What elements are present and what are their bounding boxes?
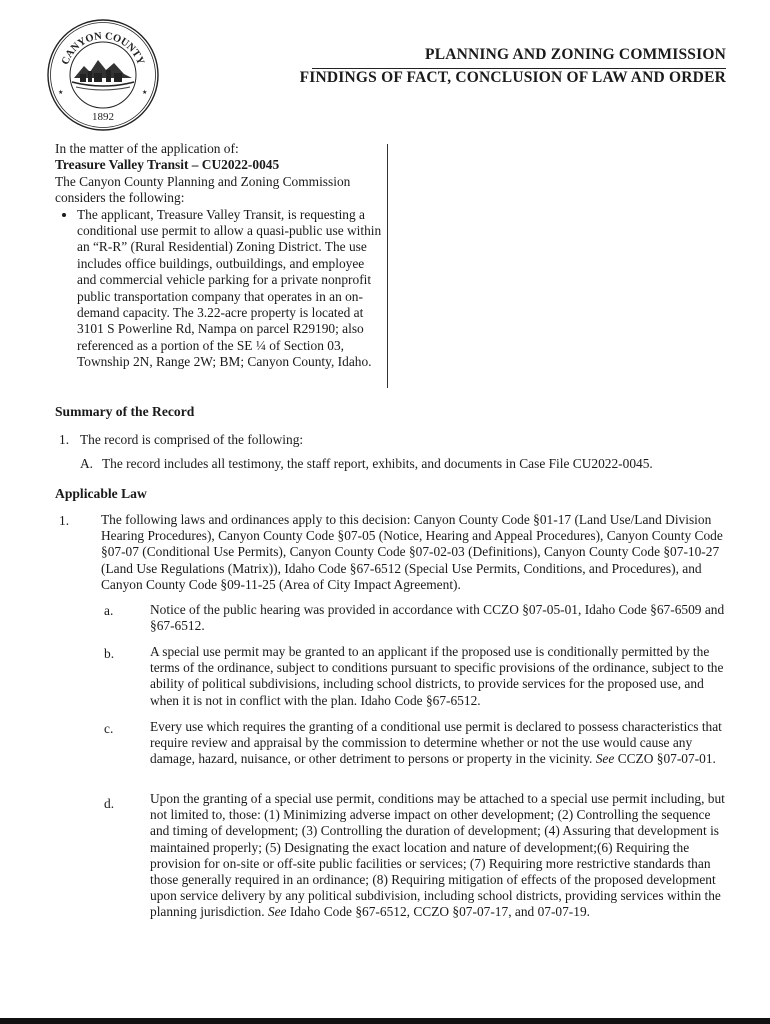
law-heading: Applicable Law [55,486,147,501]
svg-text:★: ★ [142,90,148,96]
law-subitem-letter: b. [104,646,115,661]
law-subitem-b-text: A special use permit may be granted to an applicant if the proposed use is conditionally permitted by the terms of the ordinance, subject to conditions pursuant to specific provisions of the ordinance, subject to the ability of political subdivisions, including school districts, to provide services for the proposed use, and when it is not in conflict with the plan. Idaho Code §67-6512. [150,644,724,708]
see-reference: See [595,751,615,767]
matter-line: In the matter of the application of: [55,141,239,156]
law-subitem-c-ref: CCZO §07-07-01. [617,751,716,767]
scan-edge [0,1018,770,1024]
seal-county-text: CANYON COUNTY [60,30,146,67]
considerations-list [55,207,383,371]
document-subtitle: FINDINGS OF FACT, CONCLUSION OF LAW AND ORDER [299,69,726,86]
list-item: • The applicant, Treasure Valley Transit, is requesting a conditional use permit to allow a quasi-public use within an “R-R” (Rural Residential) Zoning District. The use includes office buildings, outbuildings, and employee and commercial vehicle parking for a private nonprofit public transportation company that operates in an on-demand capacity. The 3.22-acre property is located at 3101 S Powerline Rd, Nampa on parcel R29190; also referenced as a portion of the SE ¼ of Section 03, Township 2N, Range 2W; BM; Canyon County, Idaho. [77,207,383,371]
matter-block [55,141,383,371]
summary-item-number: 1. [59,432,70,447]
document-title: PLANNING AND ZONING COMMISSION [425,46,726,63]
seal-landscape-icon [72,60,134,90]
law-subitem-c-main: Every use which requires the granting of a conditional use permit is declared to possess characteristics that require review and appraisal by the commission to determine whether or not the use would cause any damage, hazard, nuisance, or other detriment to persons or property in the vicinity. [150,719,722,767]
law-subitem-letter: c. [104,721,114,736]
summary-heading: Summary of the Record [55,404,195,419]
summary-subitem-letter: A. [80,456,94,471]
law-subitem-a-text: Notice of the public hearing was provided in accordance with CCZO §07-05-01, Idaho Code §67-6509 and §67-6512. [150,602,725,634]
law-item-number: 1. [59,513,70,528]
county-seal [44,16,162,134]
law-subitem-d-ref: Idaho Code §67-6512, CCZO §07-07-17, and 07-07-19. [289,904,591,920]
law-subitem-d-main: Upon the granting of a special use permit, conditions may be attached to a special use permit including, but not limited to, those: (1) Minimizing adverse impact on other development; (2) Controlling the sequence and timing of development; (3) Controlling the duration of development; (4) Assuring that development is maintained properly; (5) Designating the exact location and nature of development;(6) Requiring the provision for on-site or off-site public facilities or services; (7) Requiring more restrictive standards than those generally required in an ordinance; (8) Requiring mitigation of effects of the proposed development upon service delivery by any political subdivision, including school districts, providing services within the planning jurisdiction. [150,791,725,920]
seal-year: 1892 [92,111,114,123]
summary-subitem-text: The record includes all testimony, the staff report, exhibits, and documents in Case File CU2022-0045. [102,456,653,471]
seal-graphic [44,16,162,134]
law-subitem-letter: d. [104,796,115,811]
considers-line: The Canyon County Planning and Zoning Commission considers the following: [55,173,351,206]
see-reference: See [267,904,287,920]
summary-item-text: The record is comprised of the following: [80,432,304,447]
law-item-text: The following laws and ordinances apply to this decision: Canyon County Code §01-17 (Land Use/Land Division Hearing Procedures), Canyon County Code §07-05 (Notice, Hearing and Appeal Procedures), Canyon County Code §07-07 (Conditional Use Permits), Canyon County Code §07-02-03 (Definitions), Canyon County Code §07-10-27 (Land Use Regulations (Matrix)), Idaho Code §67-6512 (Special Use Permits, Conditions, and Procedures), and Canyon County Code §09-11-25 (Area of City Impact Agreement). [101,512,723,592]
law-subitem-d-text [150,791,726,921]
caption-divider [387,144,388,388]
law-subitem-c-text [150,719,725,768]
case-title: Treasure Valley Transit – CU2022-0045 [55,157,280,173]
svg-text:★: ★ [58,90,64,96]
law-subitem-letter: a. [104,603,114,618]
